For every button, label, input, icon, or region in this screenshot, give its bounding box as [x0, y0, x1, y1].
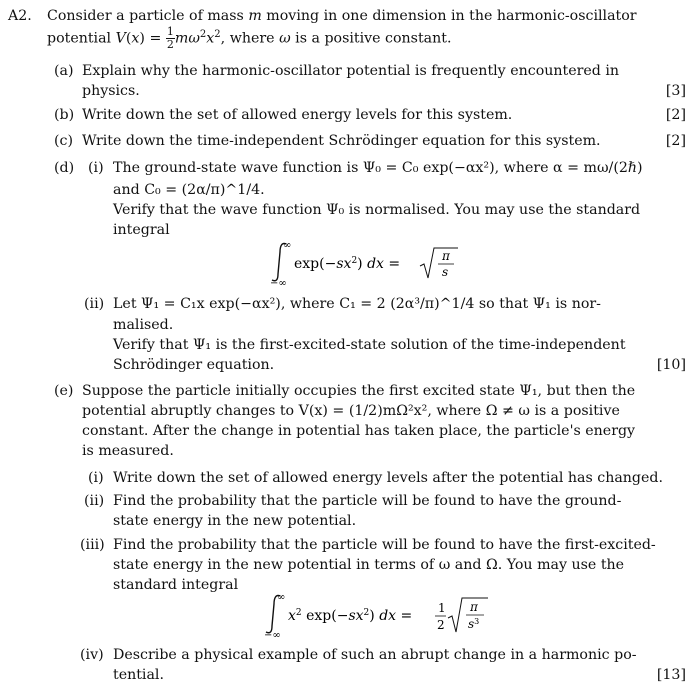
- svg-text:∞: ∞: [277, 592, 286, 603]
- part-e-ii-line-1: Find the probability that the particle will be found to have the ground-: [113, 493, 622, 509]
- part-d-i-line-2: and C₀ = (2α/π)^1/4.: [113, 182, 265, 198]
- integral-second-moment-graphic: [262, 590, 492, 638]
- part-e-iv-line-1: Describe a physical example of such an abrupt change in a harmonic po-: [113, 647, 637, 663]
- part-d-ii-line-4: Schrödinger equation.: [113, 357, 275, 373]
- svg-text:2: 2: [437, 618, 445, 632]
- part-e-i-label: (i): [88, 470, 104, 486]
- part-e-iii-line-3: standard integral: [113, 577, 239, 593]
- svg-text:s3: $s^3$: [468, 617, 480, 631]
- part-d-ii-line-1: Let Ψ₁ = C₁x exp(−αx²), where C₁ = 2 (2α³/π)^1/4 so that Ψ₁ is nor-: [113, 296, 601, 312]
- question-intro-line-2: potential V(x) = $\frac{1}{2}$ $m\omega^2x^2$, where ω is a positive constant.: [47, 25, 452, 51]
- part-d-ii-label: (ii): [84, 296, 105, 312]
- part-c-text: Write down the time-independent Schrödinger equation for this system.: [82, 133, 601, 149]
- part-e-ii-label: (ii): [84, 493, 105, 509]
- part-d-label: (d): [54, 160, 75, 176]
- part-d-marks: [10]: [656, 357, 686, 373]
- part-d-i-label: (i): [88, 160, 104, 176]
- part-e-line-4: is measured.: [82, 443, 174, 459]
- question-intro-line-1: Consider a particle of mass m moving in one dimension in the harmonic-oscillator: [47, 8, 637, 24]
- question-number: [8, 6, 32, 26]
- integral-gaussian: [268, 238, 468, 286]
- part-a-label: (a): [54, 63, 74, 79]
- svg-text:∞: ∞: [283, 240, 292, 251]
- part-e-line-2: potential abruptly changes to V(x) = (1/2)mΩ²x², where Ω ≠ ω is a positive: [82, 403, 620, 419]
- part-e-marks: [13]: [656, 667, 686, 683]
- part-a-marks: [3]: [665, 83, 686, 99]
- svg-text:1: 1: [438, 601, 446, 615]
- part-e-label: (e): [54, 383, 74, 399]
- part-d-ii-line-3: Verify that Ψ₁ is the first-excited-state solution of the time-independent: [113, 337, 626, 353]
- integral-second-moment: [262, 590, 492, 638]
- part-e-iii-label: (iii): [80, 537, 105, 553]
- integral-gaussian-graphic: [268, 238, 468, 286]
- part-e-iii-line-1: Find the probability that the particle will be found to have the first-excited-: [113, 537, 656, 553]
- part-d-ii-line-2: malised.: [113, 317, 174, 333]
- part-e-iv-label: (iv): [80, 647, 104, 663]
- svg-text:−∞: −∞: [270, 278, 287, 286]
- part-e-i-text: Write down the set of allowed energy levels after the potential has changed.: [113, 470, 664, 486]
- part-b-marks: [2]: [665, 107, 686, 123]
- part-d-i-line-3: Verify that the wave function Ψ₀ is normalised. You may use the standard: [113, 202, 641, 218]
- part-c-label: (c): [54, 133, 74, 149]
- part-a-line-1: Explain why the harmonic-oscillator potential is frequently encountered in: [82, 63, 620, 79]
- part-e-line-3: constant. After the change in potential has taken place, the particle's energy: [82, 423, 636, 439]
- part-d-i-line-1: The ground-state wave function is Ψ₀ = C₀ exp(−αx²), where α = mω/(2ℏ): [113, 160, 643, 176]
- svg-text:exp(−sx2) dx =: $\exp(-sx^2)$ dx =: [294, 256, 401, 272]
- part-e-iv-line-2: tential.: [113, 667, 164, 683]
- part-a-line-2: physics.: [82, 83, 140, 99]
- part-d-i-line-4: integral: [113, 222, 170, 238]
- svg-text:x2 exp(−sx2) dx =: $x^2$ $\exp(-sx^2)$ dx =: [288, 608, 413, 624]
- part-e-iii-line-2: state energy in the new potential in terms of ω and Ω. You may use the: [113, 557, 625, 573]
- svg-text:π: π: [442, 249, 450, 263]
- svg-text:−∞: −∞: [264, 630, 281, 638]
- part-c-marks: [2]: [665, 133, 686, 149]
- part-b-label: (b): [54, 107, 75, 123]
- part-e-ii-line-2: state energy in the new potential.: [113, 513, 357, 529]
- part-e-line-1: Suppose the particle initially occupies the first excited state Ψ₁, but then the: [82, 383, 636, 399]
- svg-text:π: π: [470, 600, 478, 614]
- part-b-text: Write down the set of allowed energy levels for this system.: [82, 107, 513, 123]
- question-number-text: A2.: [8, 8, 32, 24]
- svg-text:s: s: [442, 265, 449, 279]
